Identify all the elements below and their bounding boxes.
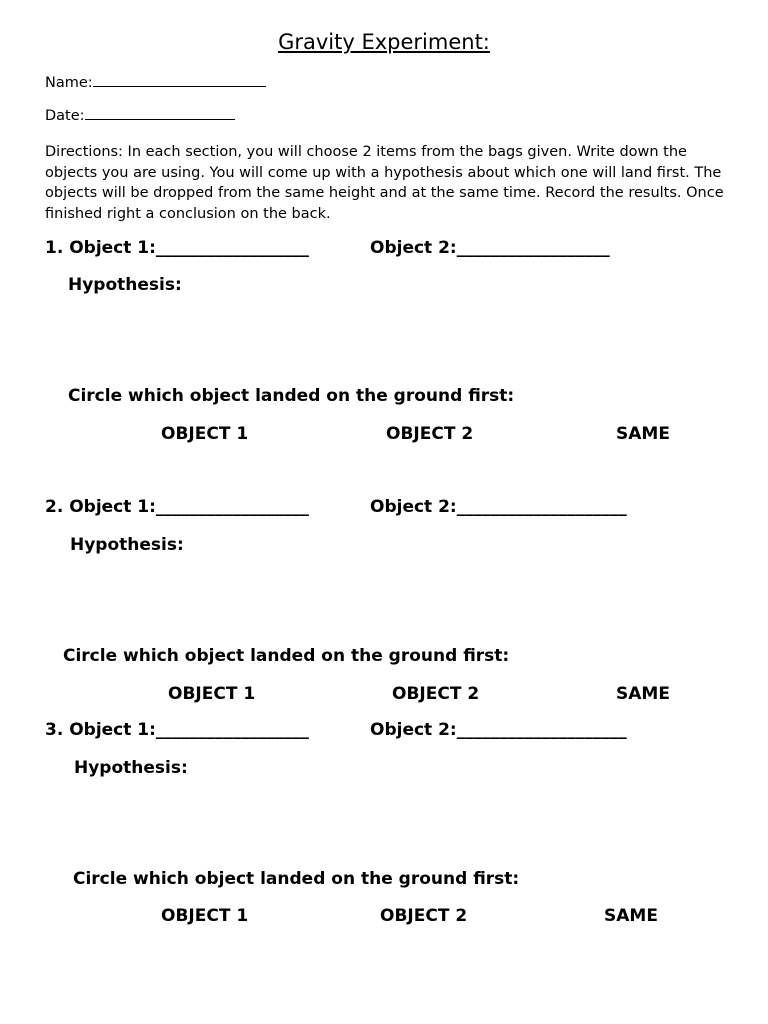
section-2-choice-object-1[interactable]: OBJECT 1 bbox=[168, 684, 256, 704]
section-3-circle-prompt: Circle which object landed on the ground first: bbox=[73, 869, 520, 889]
section-1-object-2-field: Object 2:__________________ bbox=[370, 238, 610, 258]
section-2-object-2-field: Object 2:____________________ bbox=[370, 497, 627, 517]
section-1-hypothesis-label: Hypothesis: bbox=[68, 275, 182, 295]
name-blank-line[interactable] bbox=[93, 86, 266, 87]
section-1-choice-object-1[interactable]: OBJECT 1 bbox=[161, 424, 249, 444]
section-3-hypothesis-label: Hypothesis: bbox=[74, 758, 188, 778]
section-2-choice-object-2[interactable]: OBJECT 2 bbox=[392, 684, 480, 704]
section-3-choice-object-2[interactable]: OBJECT 2 bbox=[380, 906, 468, 926]
date-blank-line[interactable] bbox=[85, 119, 235, 120]
section-3-choice-object-1[interactable]: OBJECT 1 bbox=[161, 906, 249, 926]
section-1-choice-same[interactable]: SAME bbox=[616, 424, 670, 444]
section-3-choice-same[interactable]: SAME bbox=[604, 906, 658, 926]
section-2-object-1-field: 2. Object 1:__________________ bbox=[45, 497, 309, 517]
section-3-object-2-field: Object 2:____________________ bbox=[370, 720, 627, 740]
section-1-choice-object-2[interactable]: OBJECT 2 bbox=[386, 424, 474, 444]
page-title: Gravity Experiment: bbox=[278, 30, 490, 54]
section-1-object-1-field: 1. Object 1:__________________ bbox=[45, 238, 309, 258]
date-label: Date: bbox=[45, 108, 85, 124]
name-field bbox=[45, 75, 266, 91]
name-label: Name: bbox=[45, 75, 93, 91]
section-2-circle-prompt: Circle which object landed on the ground first: bbox=[63, 646, 510, 666]
section-3-object-1-field: 3. Object 1:__________________ bbox=[45, 720, 309, 740]
date-field bbox=[45, 108, 235, 124]
section-1-circle-prompt: Circle which object landed on the ground first: bbox=[68, 386, 515, 406]
section-2-choice-same[interactable]: SAME bbox=[616, 684, 670, 704]
directions-text: Directions: In each section, you will choose 2 items from the bags given. Write down the objects you are using. You will come up with a hypothesis about which one will land first. The objects will be dropped from the same height and at the same time. Record the results. Once finished right a conclusion on the back. bbox=[45, 144, 724, 222]
section-2-hypothesis-label: Hypothesis: bbox=[70, 535, 184, 555]
